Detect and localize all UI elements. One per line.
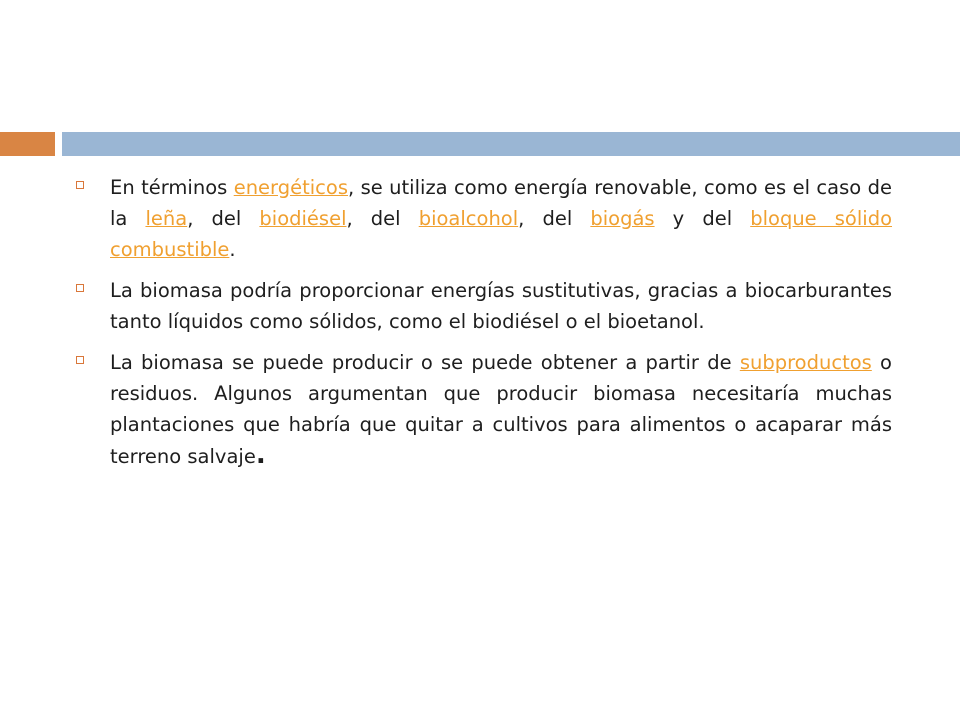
term-link[interactable]: biodiésel: [259, 207, 347, 230]
bullet-text: [110, 347, 892, 478]
bullet-text: [110, 275, 892, 337]
text-run: La biomasa podría proporcionar energías sustitutivas, gracias a biocarburantes tanto líquidos como sólidos, como el biodiésel o el bioetanol.: [110, 279, 892, 333]
text-run: o residuos. Algunos argumentan que producir biomasa necesitaría muchas plantaciones que habría que quitar a cultivos para alimentos o acaparar más terreno salvaje: [110, 351, 892, 468]
term-link[interactable]: subproductos: [739, 351, 872, 374]
text-run: , del: [346, 207, 419, 230]
square-bullet-icon: [74, 181, 88, 189]
text-run: .: [229, 238, 236, 261]
bullet-item: [74, 275, 892, 337]
bullet-text: [110, 172, 892, 265]
text-run: La biomasa se puede producir o se puede obtener a partir de: [110, 351, 740, 374]
bullet-item: [74, 172, 892, 265]
text-run: , del: [187, 207, 260, 230]
bullet-item: [74, 347, 892, 478]
term-link[interactable]: biogás: [590, 207, 655, 230]
sentence-end: .: [255, 440, 266, 470]
header-bar: [62, 132, 960, 156]
term-link[interactable]: energéticos: [233, 176, 348, 199]
term-link[interactable]: bloque sólido combustible: [110, 207, 893, 261]
text-run: , del: [518, 207, 591, 230]
header-accent-bar: [0, 132, 55, 156]
term-link[interactable]: bioalcohol: [418, 207, 519, 230]
text-run: En términos: [110, 176, 234, 199]
square-bullet-icon: [74, 284, 88, 292]
text-run: , se utiliza como energía renovable, como es el caso de la: [110, 176, 892, 230]
text-run: y del: [654, 207, 751, 230]
square-bullet-icon: [74, 356, 88, 364]
term-link[interactable]: leña: [145, 207, 188, 230]
bullet-list: [74, 172, 892, 488]
